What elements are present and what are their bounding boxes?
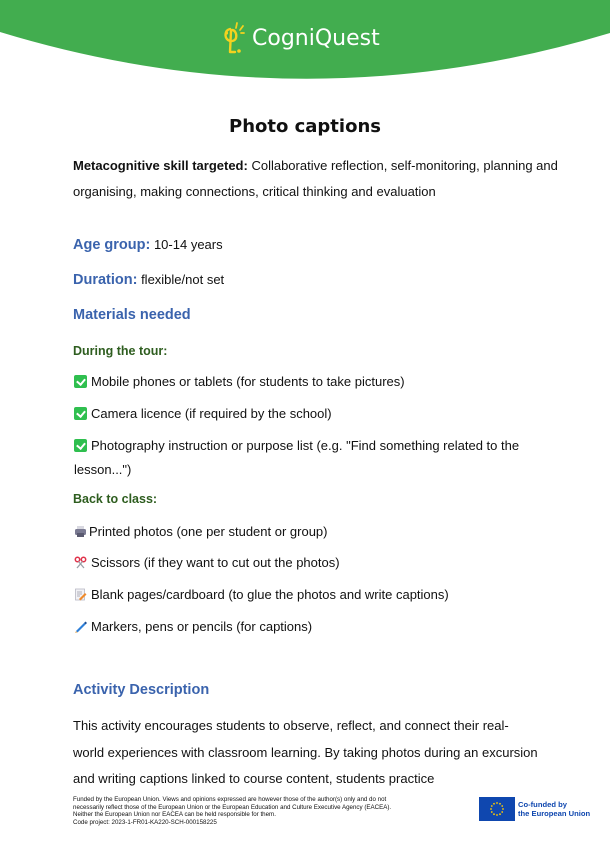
check-box-icon [74, 407, 87, 420]
scissors-icon [74, 556, 87, 569]
list-item-text: Markers, pens or pencils (for captions) [91, 619, 313, 634]
eu-label-line: the European Union [518, 809, 591, 818]
materials-heading: Materials needed [73, 307, 191, 323]
metacognitive-value: Collaborative reflection, self-monitoring, planning and organising, making connections, critical thinking and evaluation [73, 158, 558, 199]
back-to-class-heading: Back to class: [73, 492, 158, 506]
list-item [74, 615, 554, 638]
list-item [74, 583, 554, 606]
check-box-icon [74, 375, 87, 388]
duration [73, 272, 224, 288]
list-item [74, 520, 554, 543]
age-group-label: Age group: [73, 237, 151, 253]
eu-flag-icon [479, 797, 515, 821]
metacognitive-label: Metacognitive skill targeted: [73, 158, 248, 173]
brand-name: CogniQuest [252, 25, 380, 51]
page-title: Photo captions [229, 116, 381, 137]
list-item-text: Scissors (if they want to cut out the photos) [91, 555, 340, 570]
during-tour-heading: During the tour: [73, 344, 168, 358]
list-item [74, 370, 554, 393]
list-item [74, 551, 554, 574]
activity-description: This activity encourages students to observe, reflect, and connect their real-world experiences with classroom learning. By taking photos during an excursion and writing captions linked to course content, students practice [73, 718, 538, 786]
list-item-text: Photography instruction or purpose list (e.g. "Find something related to the lesson...") [74, 438, 520, 477]
project-code: Code project: 2023-1-FR01-KA220-SCH-000158225 [73, 818, 217, 826]
printer-icon [74, 525, 87, 538]
duration-label: Duration: [73, 272, 138, 288]
disclaimer-line: necessarily reflect those of the European Union or the European Education and Culture Executive Agency (EACEA). [73, 803, 392, 811]
eu-label-line: Co-funded by [518, 800, 567, 809]
page-header [0, 0, 610, 90]
age-group [73, 237, 223, 253]
disclaimer-line: Funded by the European Union. Views and opinions expressed are however those of the author(s) only and do not [73, 796, 387, 803]
pen-icon [74, 620, 87, 633]
list-item-text: Printed photos (one per student or group) [89, 524, 328, 539]
list-item [74, 434, 544, 482]
disclaimer-line: Neither the European Union nor EACEA can be held responsible for them. [73, 811, 276, 819]
list-item [74, 402, 554, 425]
duration-value: flexible/not set [141, 272, 225, 287]
check-box-icon [74, 439, 87, 452]
list-item-text: Mobile phones or tablets (for students to take pictures) [91, 374, 405, 389]
brand-logo [222, 20, 380, 56]
list-item-text: Camera licence (if required by the school) [91, 406, 332, 421]
age-group-value: 10-14 years [153, 237, 223, 252]
eu-cofunded-label [518, 800, 590, 818]
funding-disclaimer [73, 796, 473, 826]
activity-heading: Activity Description [73, 682, 210, 698]
memo-icon [74, 588, 87, 601]
lightbulb-person-icon [222, 21, 250, 55]
list-item-text: Blank pages/cardboard (to glue the photos and write captions) [91, 587, 449, 602]
eu-cofunded-logo [479, 797, 590, 821]
metacognitive-skill [73, 153, 563, 205]
